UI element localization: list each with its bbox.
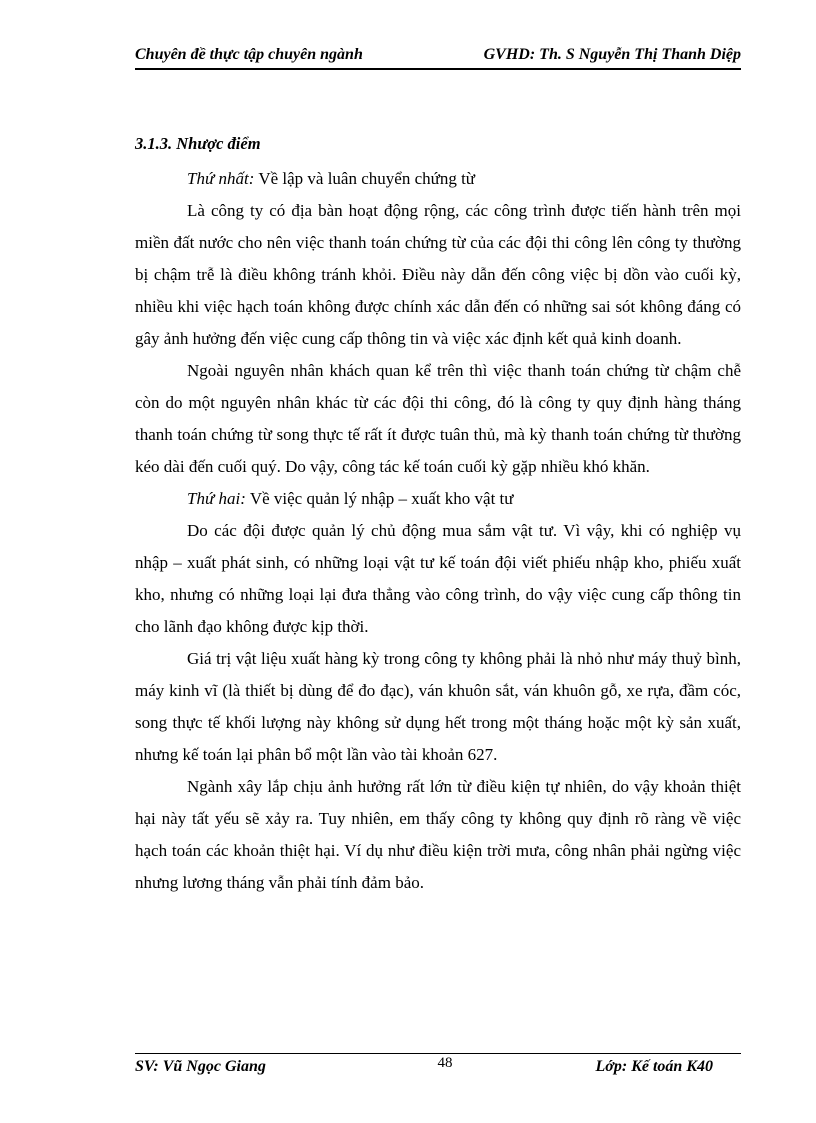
subsection-2-lead: Thứ hai: — [187, 489, 246, 508]
paragraph-4: Giá trị vật liệu xuất hàng kỳ trong công ty không phải là nhỏ như máy thuỷ bình, máy kinh vĩ (là thiết bị dùng để đo đạc), ván khuôn sắt, ván khuôn gỗ, xe rựa, đầm cóc, song thực tế khối lượng này không sử dụng hết trong một tháng hoặc một kỳ sản xuất, nhưng kế toán lại phân bổ một lần vào tài khoản 627. — [135, 649, 741, 764]
paragraph-2: Ngoài nguyên nhân khách quan kể trên thì việc thanh toán chứng từ chậm chễ còn do một nguyên nhân khác từ các đội thi công, đó là công ty quy định hàng tháng thanh toán chứng từ song thực tế rất ít được tuân thủ, mà kỳ thanh toán chứng từ thường kéo dài đến cuối quý. Do vậy, công tác kế toán cuối kỳ gặp nhiều khó khăn. — [135, 361, 741, 476]
subsection-1-title: Về lập và luân chuyển chứng từ — [254, 169, 476, 188]
header-document-title: Chuyên đề thực tập chuyên ngành — [135, 46, 363, 63]
subsection-1-lead: Thứ nhất: — [187, 169, 255, 188]
page-body — [135, 131, 741, 899]
subsection-2-title: Về việc quản lý nhập – xuất kho vật tư — [245, 489, 514, 508]
footer-student: SV: Vũ Ngọc Giang — [135, 1058, 266, 1075]
page-footer — [135, 1053, 741, 1080]
paragraph-3: Do các đội được quản lý chủ động mua sắm vật tư. Vì vậy, khi có nghiệp vụ nhập – xuất phát sinh, có những loại vật tư kế toán đội viết phiếu nhập kho, phiếu xuất kho, nhưng có những loại lại đưa thẳng vào công trình, do vậy việc cung cấp thông tin cho lãnh đạo không được kịp thời. — [135, 521, 741, 636]
subsection-2 — [135, 483, 741, 515]
section-heading: 3.1.3. Nhược điểm — [135, 134, 261, 153]
paragraph-1: Là công ty có địa bàn hoạt động rộng, các công trình được tiến hành trên mọi miền đất nước cho nên việc thanh toán chứng từ của các đội thi công lên công ty thường bị chậm trễ là điều không tránh khỏi. Điều này dẫn đến công việc bị dồn vào cuối kỳ, nhiều khi việc hạch toán không được chính xác dẫn đến có những sai sót không đáng có gây ảnh hưởng đến việc cung cấp thông tin và việc xác định kết quả kinh doanh. — [135, 201, 741, 348]
subsection-1 — [135, 163, 741, 195]
footer-class: Lớp: Kế toán K40 — [595, 1058, 713, 1075]
page-header — [135, 44, 741, 70]
paragraph-5: Ngành xây lắp chịu ảnh hưởng rất lớn từ điều kiện tự nhiên, do vậy khoản thiệt hại này tất yếu sẽ xảy ra. Tuy nhiên, em thấy công ty không quy định rõ ràng về việc hạch toán các khoản thiệt hại. Ví dụ như điều kiện trời mưa, công nhân phải ngừng việc nhưng lương tháng vẫn phải tính đảm bảo. — [135, 777, 741, 892]
page-number: 48 — [437, 1055, 453, 1071]
header-supervisor: GVHD: Th. S Nguyễn Thị Thanh Diệp — [483, 46, 741, 63]
